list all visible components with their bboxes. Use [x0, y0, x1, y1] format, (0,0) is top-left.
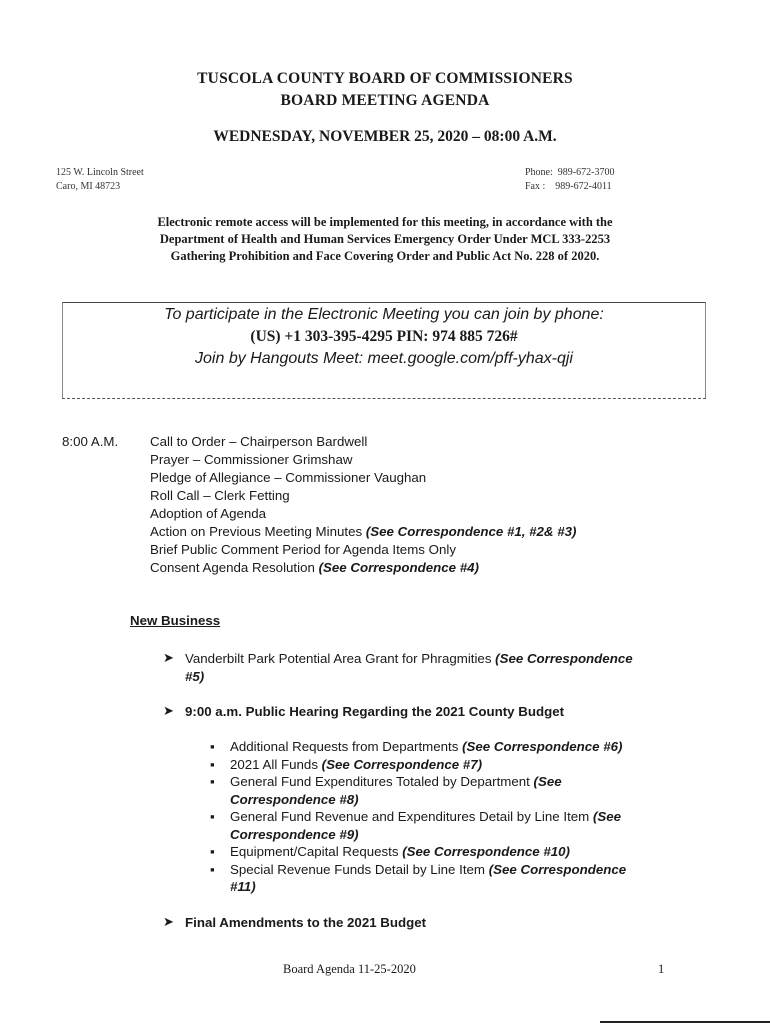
meeting-date: WEDNESDAY, NOVEMBER 25, 2020 – 08:00 A.M.	[213, 128, 557, 145]
agenda-item-text: Consent Agenda Resolution	[150, 560, 319, 575]
notice-line-3: Gathering Prohibition and Face Covering Order and Public Act No. 228 of 2020.	[170, 249, 600, 263]
new-business-item	[185, 650, 715, 686]
agenda-item: Pledge of Allegiance – Commissioner Vaughan	[150, 470, 427, 485]
join-hangouts-link: Join by Hangouts Meet: meet.google.com/pff-yhax-qji	[195, 350, 573, 367]
remote-access-notice	[0, 214, 770, 265]
bullet-icon: ▪	[210, 861, 215, 877]
bottom-rule	[600, 1021, 770, 1023]
item-text: Vanderbilt Park Potential Area Grant for Phragmities	[185, 651, 496, 666]
join-phone-intro: To participate in the Electronic Meeting you can join by phone:	[164, 306, 604, 323]
address-block	[56, 166, 144, 194]
street-address: 125 W. Lincoln Street	[56, 167, 144, 178]
correspondence-ref: (See Correspondence #6)	[462, 739, 623, 754]
doc-title: BOARD MEETING AGENDA	[280, 92, 490, 109]
correspondence-ref: (See	[533, 774, 562, 789]
arrow-bullet-icon: ➤	[163, 650, 174, 665]
final-amendments-item: Final Amendments to the 2021 Budget	[185, 915, 427, 930]
join-box-bottom-border	[62, 398, 706, 399]
correspondence-ref: #11)	[230, 879, 256, 894]
list-item	[210, 861, 710, 896]
new-business-heading: New Business	[130, 613, 221, 628]
list-item	[210, 756, 710, 774]
phone-number: 989-672-3700	[557, 167, 615, 178]
correspondence-ref: (See	[592, 809, 622, 824]
item-text: 2021 All Funds	[230, 756, 322, 772]
item-text: General Fund Expenditures Totaled by Department	[230, 774, 534, 789]
correspondence-ref: (See Correspondence #1, #2& #3)	[365, 524, 577, 539]
correspondence-ref: (See Correspondence	[488, 861, 627, 877]
page-number: 1	[658, 962, 665, 976]
notice-line-2: Department of Health and Human Services Emergency Order Under MCL 333-2253	[159, 232, 611, 246]
join-phone-pin: (US) +1 303-395-4295 PIN: 974 885 726#	[250, 328, 518, 345]
list-item	[210, 773, 710, 808]
correspondence-ref: (See Correspondence #7)	[321, 756, 483, 772]
agenda-item	[150, 559, 730, 577]
fax-label: Fax :	[525, 181, 546, 192]
list-item	[210, 738, 710, 756]
footer-label: Board Agenda 11-25-2020	[283, 962, 416, 976]
agenda-item: Brief Public Comment Period for Agenda Items Only	[150, 542, 456, 557]
bullet-icon: ▪	[210, 809, 215, 824]
city-address: Caro, MI 48723	[56, 181, 121, 192]
bullet-icon: ▪	[210, 774, 215, 789]
phone-label: Phone:	[525, 167, 553, 178]
public-hearing-item: 9:00 a.m. Public Hearing Regarding the 2021 County Budget	[185, 704, 565, 719]
bullet-icon: ▪	[210, 844, 215, 859]
correspondence-ref: #5)	[185, 669, 205, 684]
fax-number: 989-672-4011	[555, 181, 612, 192]
item-text: Special Revenue Funds Detail by Line Item	[230, 861, 489, 877]
bullet-icon: ▪	[210, 739, 215, 754]
correspondence-ref: (See Correspondence #4)	[318, 560, 479, 575]
notice-line-1: Electronic remote access will be implemented for this meeting, in accordance with the	[157, 215, 613, 229]
correspondence-ref: (See Correspondence	[495, 651, 633, 666]
agenda-item: Adoption of Agenda	[150, 506, 267, 521]
agenda-item	[150, 523, 730, 541]
org-title: TUSCOLA COUNTY BOARD OF COMMISSIONERS	[197, 70, 573, 87]
correspondence-ref: Correspondence #8)	[230, 791, 359, 807]
item-text: Additional Requests from Departments	[230, 739, 463, 754]
agenda-item: Call to Order – Chairperson Bardwell	[150, 434, 368, 449]
list-item	[210, 843, 710, 861]
item-text: Equipment/Capital Requests	[230, 844, 403, 859]
agenda-item: Roll Call – Clerk Fetting	[150, 488, 290, 503]
agenda-item-text: Action on Previous Meeting Minutes	[150, 524, 366, 539]
item-text: General Fund Revenue and Expenditures Detail by Line Item	[230, 809, 593, 824]
budget-documents-list	[210, 738, 710, 896]
agenda-items	[150, 433, 730, 577]
correspondence-ref: Correspondence #9)	[230, 826, 359, 842]
correspondence-ref: (See Correspondence #10)	[402, 844, 570, 859]
bullet-icon: ▪	[210, 756, 215, 772]
agenda-time: 8:00 A.M.	[62, 434, 119, 449]
arrow-bullet-icon: ➤	[163, 914, 174, 929]
agenda-item: Prayer – Commissioner Grimshaw	[150, 452, 353, 467]
contact-block	[525, 166, 614, 194]
arrow-bullet-icon: ➤	[163, 703, 174, 718]
list-item	[210, 808, 710, 843]
